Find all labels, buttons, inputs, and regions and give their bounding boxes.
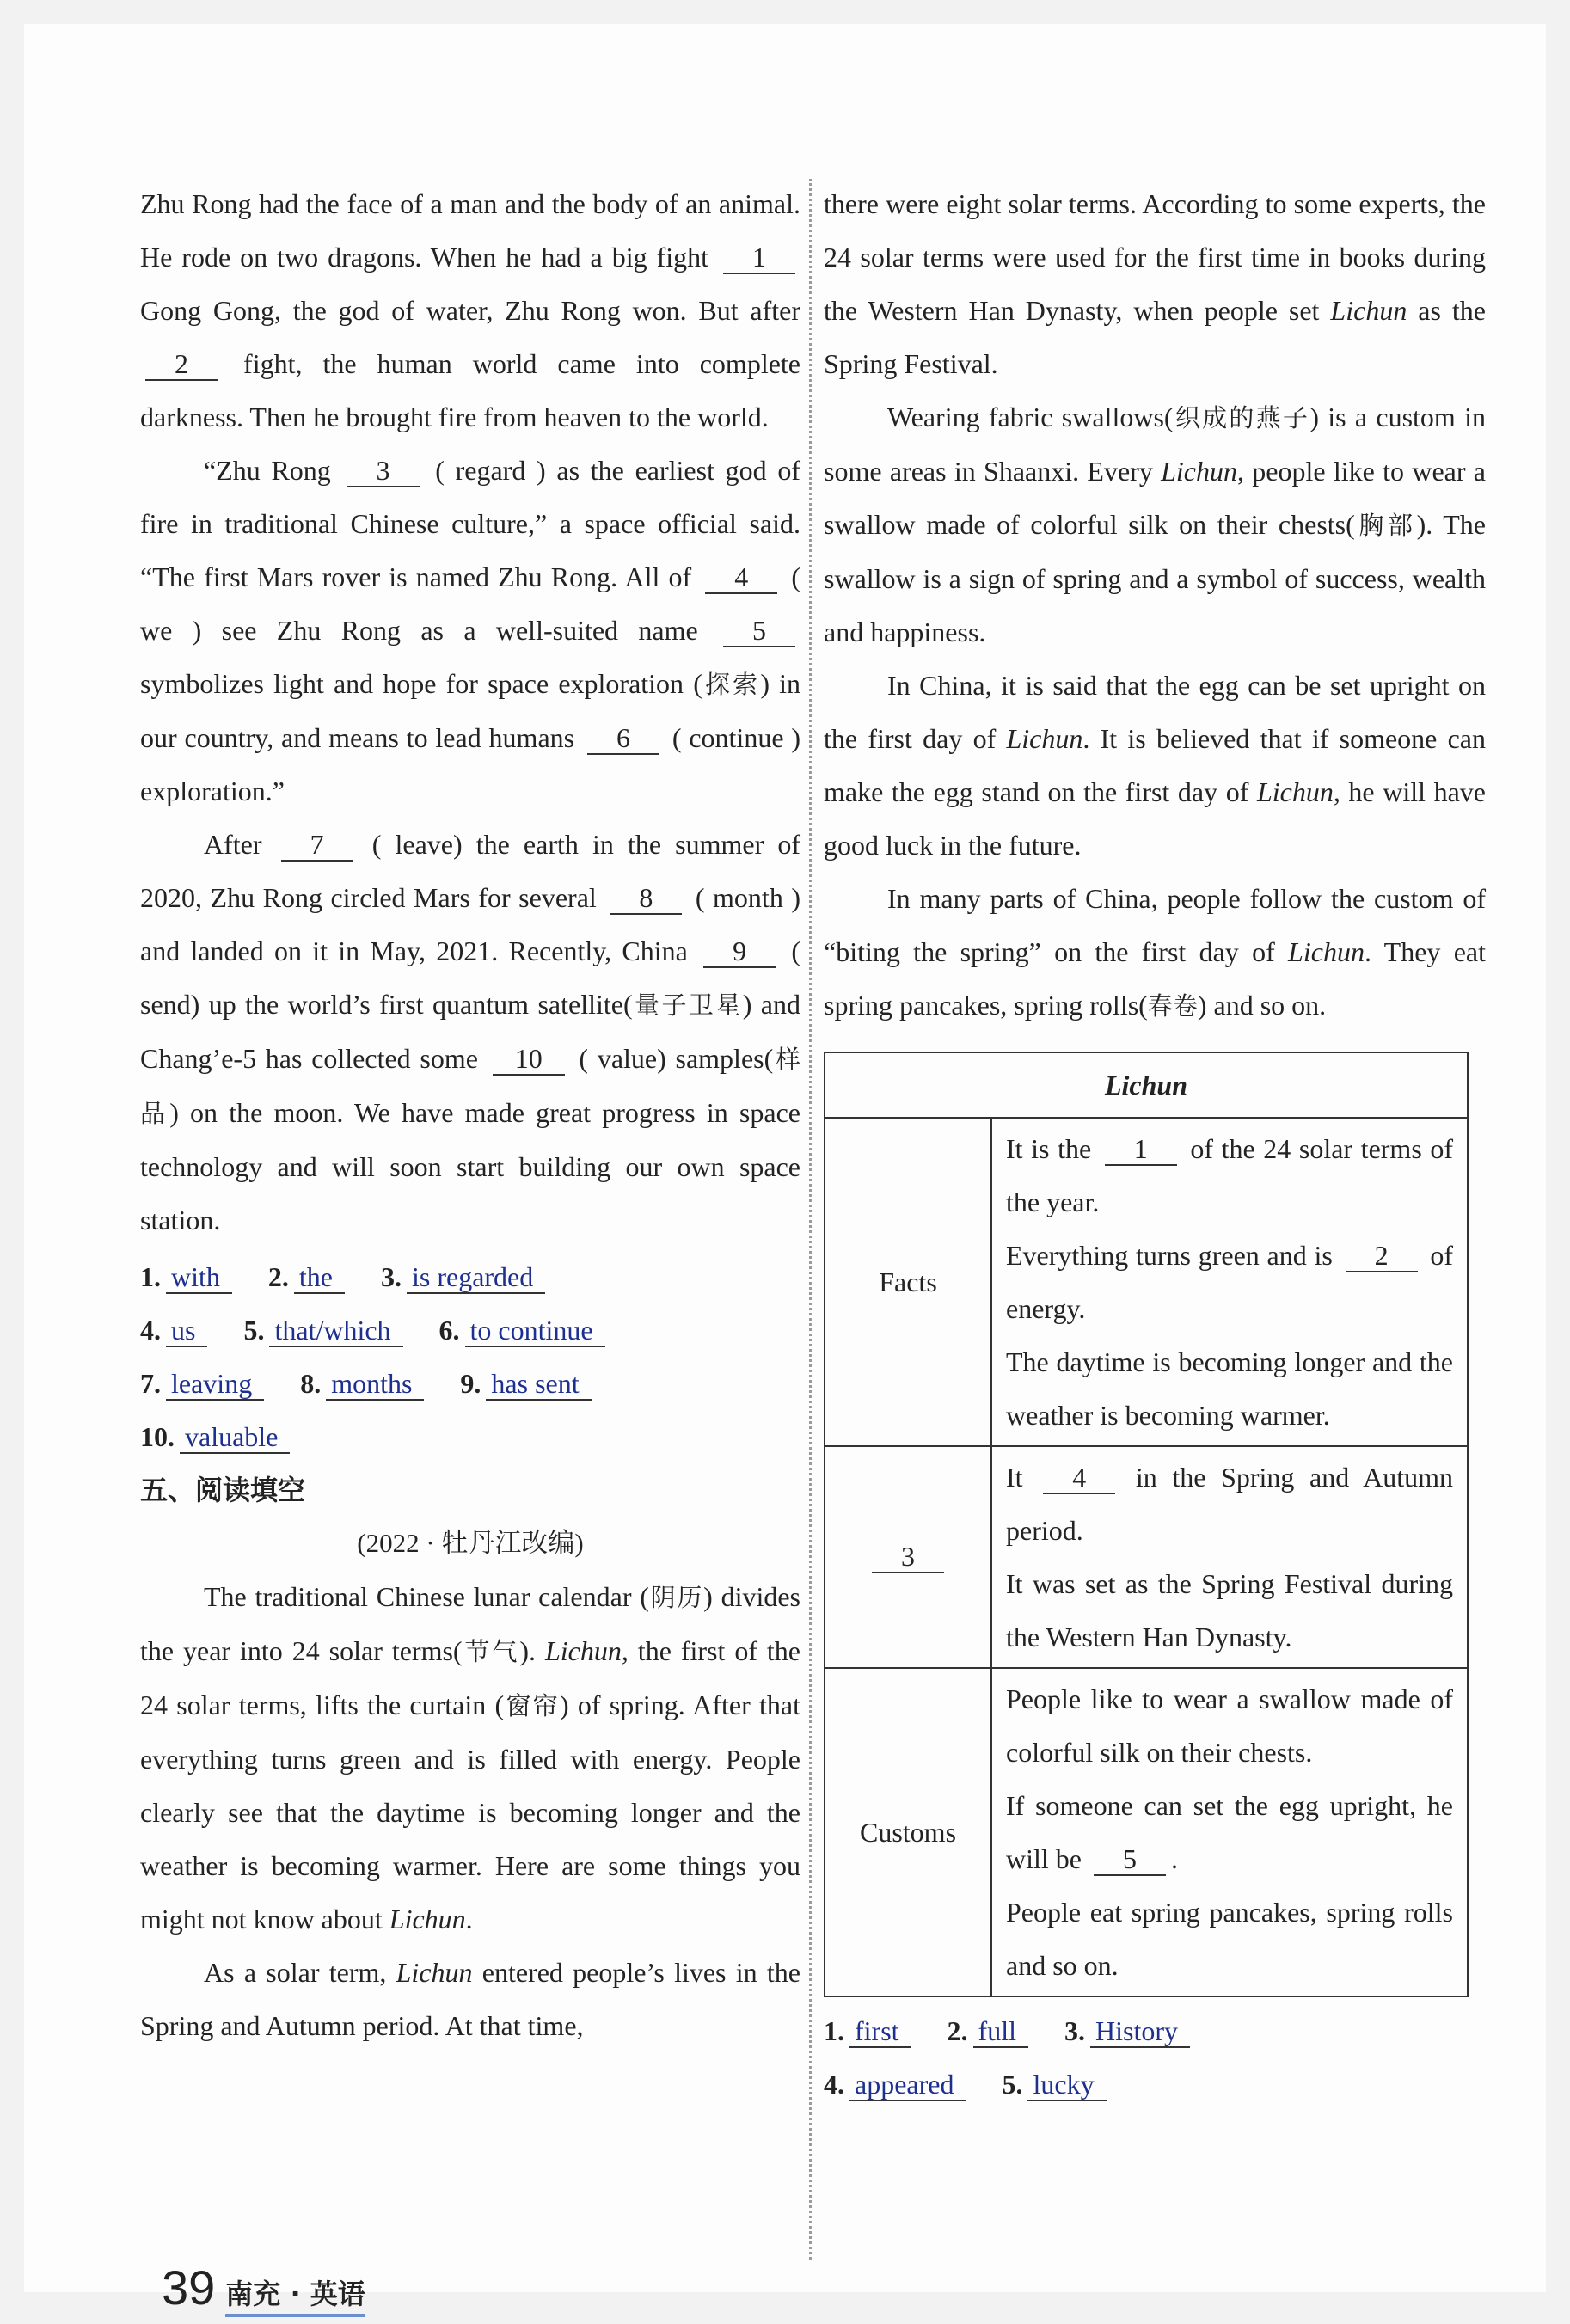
answer-row <box>140 1250 800 1303</box>
answer-row <box>824 2004 1486 2057</box>
blank-2: 2 <box>145 348 218 381</box>
text: ) in our country, and means to lead humans <box>140 668 801 753</box>
answer-item: 3. History <box>1064 2004 1190 2057</box>
table-title: Lichun <box>825 1052 1468 1118</box>
text: ( leave) the earth in the summer of 2020, Zhu Rong circled Mars for several <box>140 829 801 913</box>
blank-7: 7 <box>281 829 353 862</box>
answer-row <box>824 2057 1486 2111</box>
worksheet-page <box>24 24 1546 2315</box>
table-row-customs <box>825 1668 1468 1996</box>
lichun-table <box>824 1052 1469 1997</box>
table-blank-3: 3 <box>872 1541 944 1573</box>
text: After <box>204 829 262 860</box>
text: fight, the human world came into complete darkness. Then he brought fire from heaven to the world. <box>140 348 801 432</box>
table-blank-4: 4 <box>1043 1462 1115 1494</box>
row-content: People like to wear a swallow made of colorful silk on their chests. If someone can set the egg upright, he will be 5 . People eat spring pancakes, spring rolls and so on. <box>991 1668 1468 1996</box>
page-footer <box>162 2260 365 2324</box>
text: ) on the moon. We have made great progress in space technology and will soon start building our own space station. <box>140 1097 800 1236</box>
table-row-facts <box>825 1118 1468 1446</box>
text: ( we ) see Zhu Rong as a well-suited name <box>140 561 801 646</box>
blank-1: 1 <box>723 242 795 274</box>
text: Zhu Rong had the face of a man and the body of an animal. He rode on two dragons. When he had a big fight <box>140 188 800 273</box>
answer-item: 4. us <box>140 1303 207 1357</box>
text: ( send) up the world’s first quantum satellite( <box>140 935 800 1020</box>
blank-8: 8 <box>610 882 682 915</box>
chinese-gloss: 探索 <box>702 670 761 699</box>
answer-item: 10. valuable <box>140 1410 290 1463</box>
answer-item: 6. to continue <box>439 1303 605 1357</box>
text: symbolizes light and hope for space exploration ( <box>140 668 702 699</box>
text: “Zhu Rong <box>204 455 331 486</box>
blank-9: 9 <box>703 935 776 968</box>
answer-item: 9. has sent <box>460 1357 591 1410</box>
answer-item: 4. appeared <box>824 2057 966 2111</box>
row-content: It 4 in the Spring and Autumn period. It was set as the Spring Festival during the Western Han Dynasty. <box>991 1446 1468 1668</box>
row-label: Facts <box>825 1118 991 1446</box>
text: ( regard ) as the earliest god of fire in traditional Chinese culture,” a space official said. “The first Mars rover is named Zhu Rong. All of <box>140 455 801 592</box>
answer-key-part-5 <box>824 2004 1486 2111</box>
paragraph-egg-upright: In China, it is said that the egg can be set upright on the first day of Lichun. It is believed that if someone can make the egg stand on the first day of Lichun, he will have good luck in the future. <box>824 670 1487 861</box>
left-column <box>140 177 800 2052</box>
answer-item: 5. that/which <box>243 1303 402 1357</box>
table-row-history <box>825 1446 1468 1668</box>
paragraph-zhu-rong-intro <box>140 177 800 444</box>
column-divider <box>809 179 812 2260</box>
table-blank-5: 5 <box>1094 1843 1166 1876</box>
paragraph-solar-terms-history: there were eight solar terms. According to some experts, the 24 solar terms were used for the first time in books during the Western Han Dynasty, when people set Lichun as the Spring Festival. <box>824 188 1487 379</box>
text: ( value) samples( <box>579 1043 774 1074</box>
book-title: 南充 · 英语 <box>225 2272 365 2317</box>
table-blank-1: 1 <box>1105 1133 1177 1166</box>
answer-item: 7. leaving <box>140 1357 264 1410</box>
table-blank-2: 2 <box>1346 1240 1418 1272</box>
paragraph-biting-spring: In many parts of China, people follow the custom of “biting the spring” on the first day of Lichun. They eat spring pancakes, spring rolls(春卷) and so on. <box>824 883 1486 1021</box>
answer-item: 3. is regarded <box>381 1250 545 1303</box>
blank-5: 5 <box>723 615 795 647</box>
blank-4: 4 <box>705 561 777 594</box>
answer-item: 2. full <box>948 2004 1028 2057</box>
page-number: 39 <box>162 2260 216 2315</box>
answer-item: 1. with <box>140 1250 232 1303</box>
right-column <box>824 177 1486 2111</box>
row-label: Customs <box>825 1668 991 1996</box>
chinese-gloss: 样品 <box>140 1045 800 1128</box>
blank-3: 3 <box>347 455 420 487</box>
chinese-gloss: 量子卫星 <box>632 990 743 1020</box>
paragraph-mars-rover <box>140 818 800 1247</box>
answer-item: 5. lucky <box>1002 2057 1106 2111</box>
answer-row <box>140 1357 800 1410</box>
row-label <box>825 1446 991 1668</box>
paragraph-fabric-swallows: Wearing fabric swallows(织成的燕子) is a custom in some areas in Shaanxi. Every Lichun, people like to wear a swallow made of colorful silk on their chests(胸部). The swallow is a sign of spring and a symbol of success, wealth and happiness. <box>824 402 1487 647</box>
text: ( month ) and landed on it in May, 2021. Recently, China <box>140 882 801 966</box>
answer-row <box>140 1410 800 1463</box>
paragraph-solar-term: As a solar term, Lichun entered people’s lives in the Spring and Autumn period. At that time, <box>140 1957 801 2041</box>
answer-item: 8. months <box>300 1357 424 1410</box>
text: ) and Chang’e-5 has collected some <box>140 989 800 1074</box>
section-title: 五、阅读填空 <box>140 1474 306 1506</box>
blank-6: 6 <box>587 722 659 755</box>
source-note: (2022 · 牡丹江改编) <box>357 1528 584 1558</box>
blank-10: 10 <box>493 1043 565 1076</box>
answer-key-part-4 <box>140 1250 800 1463</box>
answer-item: 1. first <box>824 2004 911 2057</box>
paragraph-lunar-calendar: The traditional Chinese lunar calendar (阴历) divides the year into 24 solar terms(节气). Lichun, the first of the 24 solar terms, lifts the curtain (窗帘) of spring. After that everything turns green and is filled with energy. People clearly see that the daytime is becoming longer and the weather is becoming warmer. Here are some things you might not know about Lichun. <box>140 1581 801 1935</box>
answer-row <box>140 1303 800 1357</box>
row-content: It is the 1 of the 24 solar terms of the year. Everything turns green and is 2 of energy. The daytime is becoming longer and the weather is becoming warmer. <box>991 1118 1468 1446</box>
paragraph-official-quote <box>140 444 800 818</box>
answer-item: 2. the <box>268 1250 345 1303</box>
text: Gong Gong, the god of water, Zhu Rong won. But after <box>140 295 800 326</box>
text: ( continue ) exploration.” <box>140 722 801 806</box>
